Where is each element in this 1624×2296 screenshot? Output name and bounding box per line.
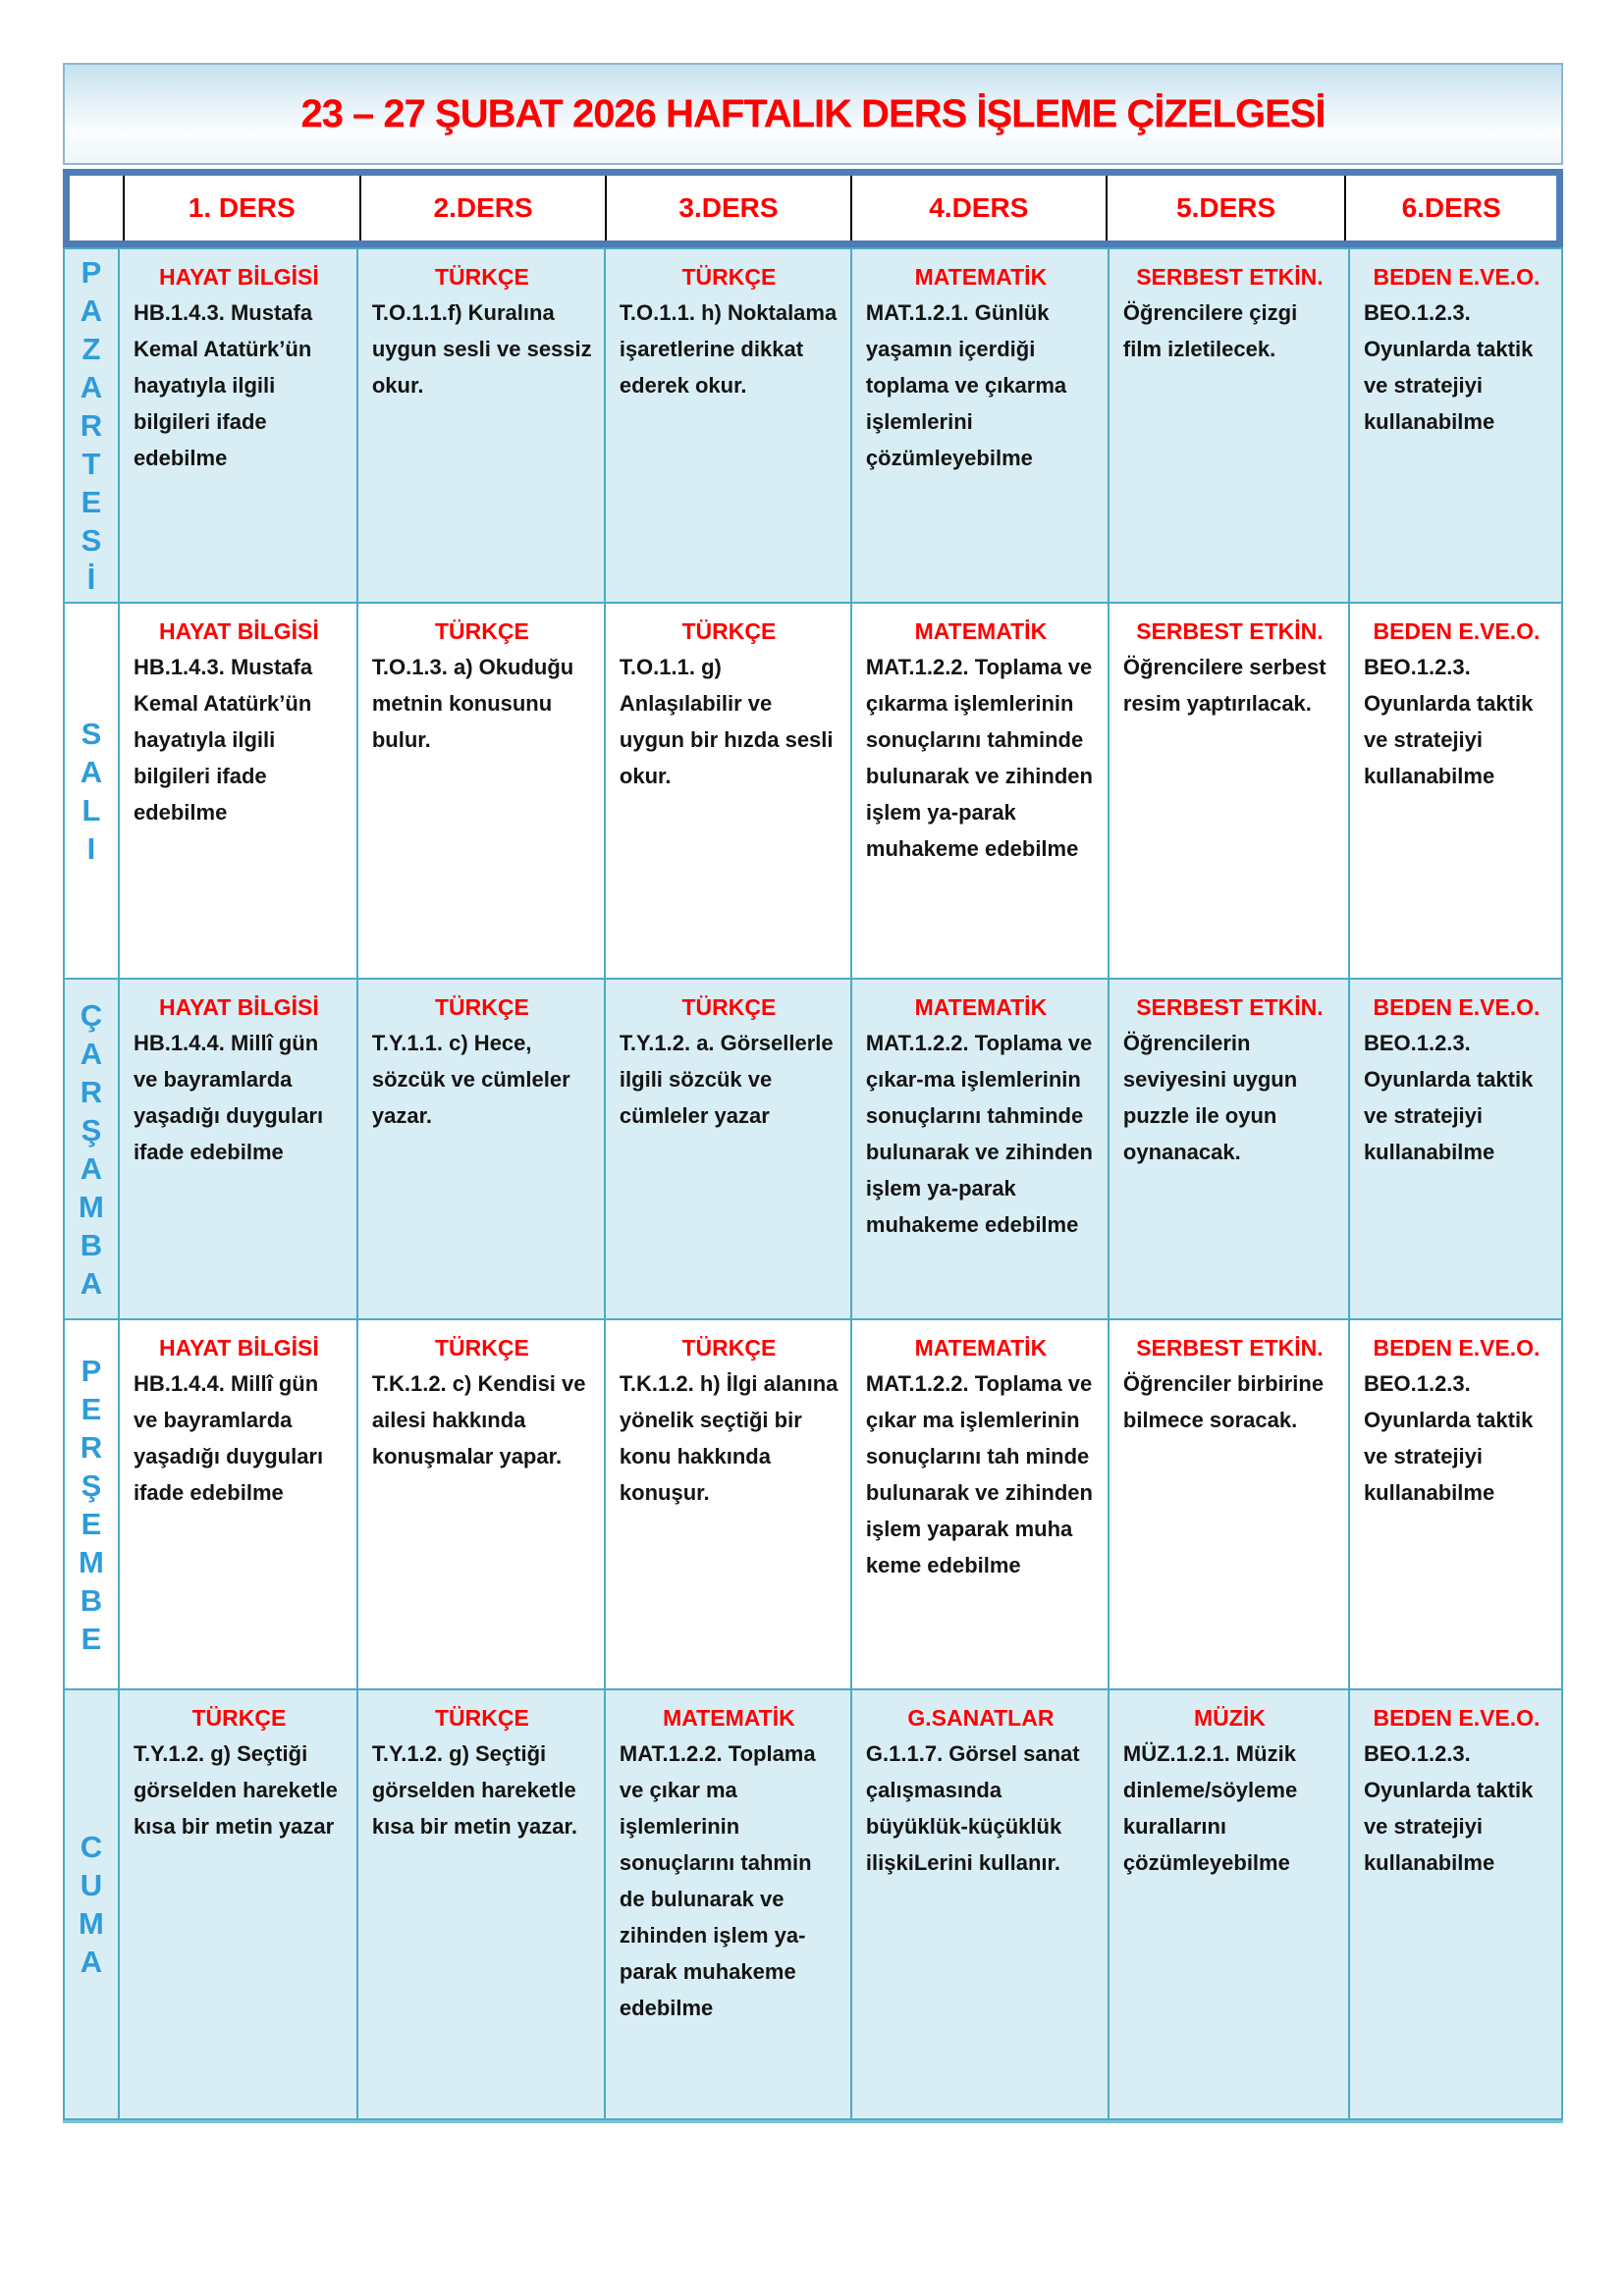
lesson-text: HB.1.4.4. Millî gün ve bayramlarda yaşadığı duyguları ifade edebilme [133,1031,324,1164]
subject-label: BEDEN E.VE.O. [1373,264,1541,290]
schedule-cell [850,1690,1108,2118]
subject-label: BEDEN E.VE.O. [1373,1705,1541,1731]
lesson-text: T.Y.1.1. c) Hece, sözcük ve cümleler yazar. [371,1031,570,1128]
schedule-cell [118,249,356,602]
lesson-text: T.O.1.1. g) Anlaşılabilir ve uygun bir hızda sesli okur. [619,655,834,788]
schedule-cell [1108,604,1348,978]
column-header-row [63,169,1563,247]
subject-label: SERBEST ETKİN. [1136,618,1324,644]
lesson-text: BEO.1.2.3. Oyunlarda taktik ve stratejiyi kullanabilme [1363,1371,1534,1505]
schedule-cell [1348,604,1561,978]
lesson-text: T.Y.1.2. g) Seçtiği görselden hareketle kısa bir metin yazar [133,1741,338,1839]
subject-label: TÜRKÇE [434,618,529,644]
subject-label: TÜRKÇE [681,264,777,290]
row-monday [65,249,1561,602]
schedule-cell [1108,1690,1348,2118]
subject-label: MATEMATİK [663,1705,795,1731]
subject-label: HAYAT BİLGİSİ [159,264,319,290]
subject-label: MÜZİK [1194,1705,1266,1731]
subject-label: SERBEST ETKİN. [1136,1335,1324,1361]
schedule-cell [356,249,604,602]
day-label-friday: C U M A [79,1830,104,1979]
lesson-text: HB.1.4.3. Mustafa Kemal Atatürk’ün hayatıyla ilgili bilgileri ifade edebilme [133,655,313,825]
schedule-cell [1348,980,1561,1318]
subject-label: MATEMATİK [914,994,1048,1020]
subject-label: SERBEST ETKİN. [1136,264,1324,290]
column-header-2: 2.DERS [359,176,605,240]
schedule-cell [1108,249,1348,602]
subject-label: HAYAT BİLGİSİ [159,1335,319,1361]
lesson-text: HB.1.4.3. Mustafa Kemal Atatürk’ün hayatıyla ilgili bilgileri ifade edebilme [133,300,313,470]
lesson-text: T.Y.1.2. g) Seçtiği görselden hareketle kısa bir metin yazar. [371,1741,577,1839]
lesson-text: T.K.1.2. c) Kendisi ve ailesi hakkında konuşmalar yapar. [371,1371,586,1468]
schedule-cell [356,1690,604,2118]
lesson-text: T.O.1.1. h) Noktalama işaretlerine dikkat ederek okur. [619,300,838,398]
schedule-cell [1348,1320,1561,1688]
schedule-cell [604,604,850,978]
subject-label: TÜRKÇE [434,1705,529,1731]
subject-label: TÜRKÇE [434,994,529,1020]
schedule-cell [850,249,1108,602]
schedule-cell [850,1320,1108,1688]
lesson-text: Öğrenciler birbirine bilmece soracak. [1122,1371,1325,1432]
lesson-text: T.O.1.3. a) Okuduğu metnin konusunu bulur. [371,655,574,752]
subject-label: HAYAT BİLGİSİ [159,618,319,644]
schedule-cell [850,980,1108,1318]
lesson-text: MAT.1.2.2. Toplama ve çıkar-ma işlemlerinin sonuçlarını tahminde bulunarak ve zihinden işlem ya-parak muhakeme edebilme [865,1031,1093,1237]
lesson-text: T.Y.1.2. a. Görsellerle ilgili sözcük ve cümleler yazar [619,1031,834,1128]
lesson-text: BEO.1.2.3. Oyunlarda taktik ve stratejiyi kullanabilme [1363,300,1534,434]
subject-label: TÜRKÇE [681,1335,777,1361]
column-header-5: 5.DERS [1106,176,1344,240]
column-header-4: 4.DERS [850,176,1106,240]
lesson-text: BEO.1.2.3. Oyunlarda taktik ve stratejiyi kullanabilme [1363,655,1534,788]
lesson-text: Öğrencilerin seviyesini uygun puzzle ile oyun oynanacak. [1122,1031,1298,1164]
schedule-cell [1348,1690,1561,2118]
subject-label: HAYAT BİLGİSİ [159,994,319,1020]
lesson-text: HB.1.4.4. Millî gün ve bayramlarda yaşadığı duyguları ifade edebilme [133,1371,324,1505]
subject-label: MATEMATİK [914,264,1048,290]
lesson-text: BEO.1.2.3. Oyunlarda taktik ve stratejiyi kullanabilme [1363,1741,1534,1875]
subject-label: MATEMATİK [914,1335,1048,1361]
schedule-cell [850,604,1108,978]
day-label-monday: P A Z A R T E S İ [80,255,103,596]
schedule-cell [356,604,604,978]
subject-label: G.SANATLAR [907,1705,1055,1731]
row-thursday [65,1318,1561,1688]
schedule-cell [1108,1320,1348,1688]
subject-label: TÜRKÇE [681,994,777,1020]
header-cell-corner [70,176,123,240]
subject-label: TÜRKÇE [434,1335,529,1361]
lesson-text: BEO.1.2.3. Oyunlarda taktik ve stratejiyi kullanabilme [1363,1031,1534,1164]
lesson-text: Öğrencilere çizgi film izletilecek. [1122,300,1298,361]
subject-label: TÜRKÇE [434,264,529,290]
schedule-cell [356,1320,604,1688]
schedule-cell [604,1320,850,1688]
lesson-text: Öğrencilere serbest resim yaptırılacak. [1122,655,1326,716]
page-title: 23 – 27 ŞUBAT 2026 HAFTALIK DERS İŞLEME ÇİZELGESİ [300,91,1326,135]
lesson-text: T.K.1.2. h) İlgi alanına yönelik seçtiği bir konu hakkında konuşur. [619,1371,839,1505]
schedule-cell [604,980,850,1318]
column-header-1: 1. DERS [123,176,359,240]
lesson-text: G.1.1.7. Görsel sanat çalışmasında büyüklük-küçüklük ilişkiLerini kullanır. [865,1741,1080,1875]
lesson-text: MAT.1.2.1. Günlük yaşamın içerdiği toplama ve çıkarma işlemlerini çözümleyebilme [865,300,1067,470]
lesson-text: MAT.1.2.2. Toplama ve çıkar ma işlemlerinin sonuçlarını tah minde bulunarak ve zihinden işlem yaparak muha keme edebilme [865,1371,1093,1577]
row-wednesday [65,978,1561,1318]
schedule-cell [118,604,356,978]
row-friday [65,1688,1561,2118]
day-label-tuesday: S A L I [80,716,103,866]
schedule-table [63,247,1563,2120]
schedule-cell [1348,249,1561,602]
schedule-cell [118,1690,356,2118]
lesson-text: MÜZ.1.2.1. Müzik dinleme/söyleme kurallarını çözümleyebilme [1122,1741,1298,1875]
day-label-wednesday: Ç A R Ş A M B A [79,997,104,1301]
row-tuesday [65,602,1561,978]
column-header-6: 6.DERS [1344,176,1556,240]
schedule-cell [1108,980,1348,1318]
subject-label: BEDEN E.VE.O. [1373,1335,1541,1361]
subject-label: BEDEN E.VE.O. [1373,994,1541,1020]
schedule-cell [118,1320,356,1688]
lesson-text: T.O.1.1.f) Kuralına uygun sesli ve sessiz okur. [371,300,592,398]
lesson-text: MAT.1.2.2. Toplama ve çıkar ma işlemlerinin sonuçlarını tahmin de bulunarak ve zihinden işlem ya-parak muhakeme edebilme [619,1741,816,2020]
subject-label: SERBEST ETKİN. [1136,994,1324,1020]
title-box [63,63,1563,165]
subject-label: TÜRKÇE [681,618,777,644]
column-header-3: 3.DERS [605,176,849,240]
schedule-cell [604,249,850,602]
subject-label: TÜRKÇE [191,1705,287,1731]
subject-label: MATEMATİK [914,618,1048,644]
subject-label: BEDEN E.VE.O. [1373,618,1541,644]
schedule-cell [356,980,604,1318]
day-label-thursday: P E R Ş E M B E [79,1353,104,1656]
schedule-cell [604,1690,850,2118]
lesson-text: MAT.1.2.2. Toplama ve çıkarma işlemlerinin sonuçlarını tahminde bulunarak ve zihinden işlem ya-parak muhakeme edebilme [865,655,1093,861]
schedule-cell [118,980,356,1318]
